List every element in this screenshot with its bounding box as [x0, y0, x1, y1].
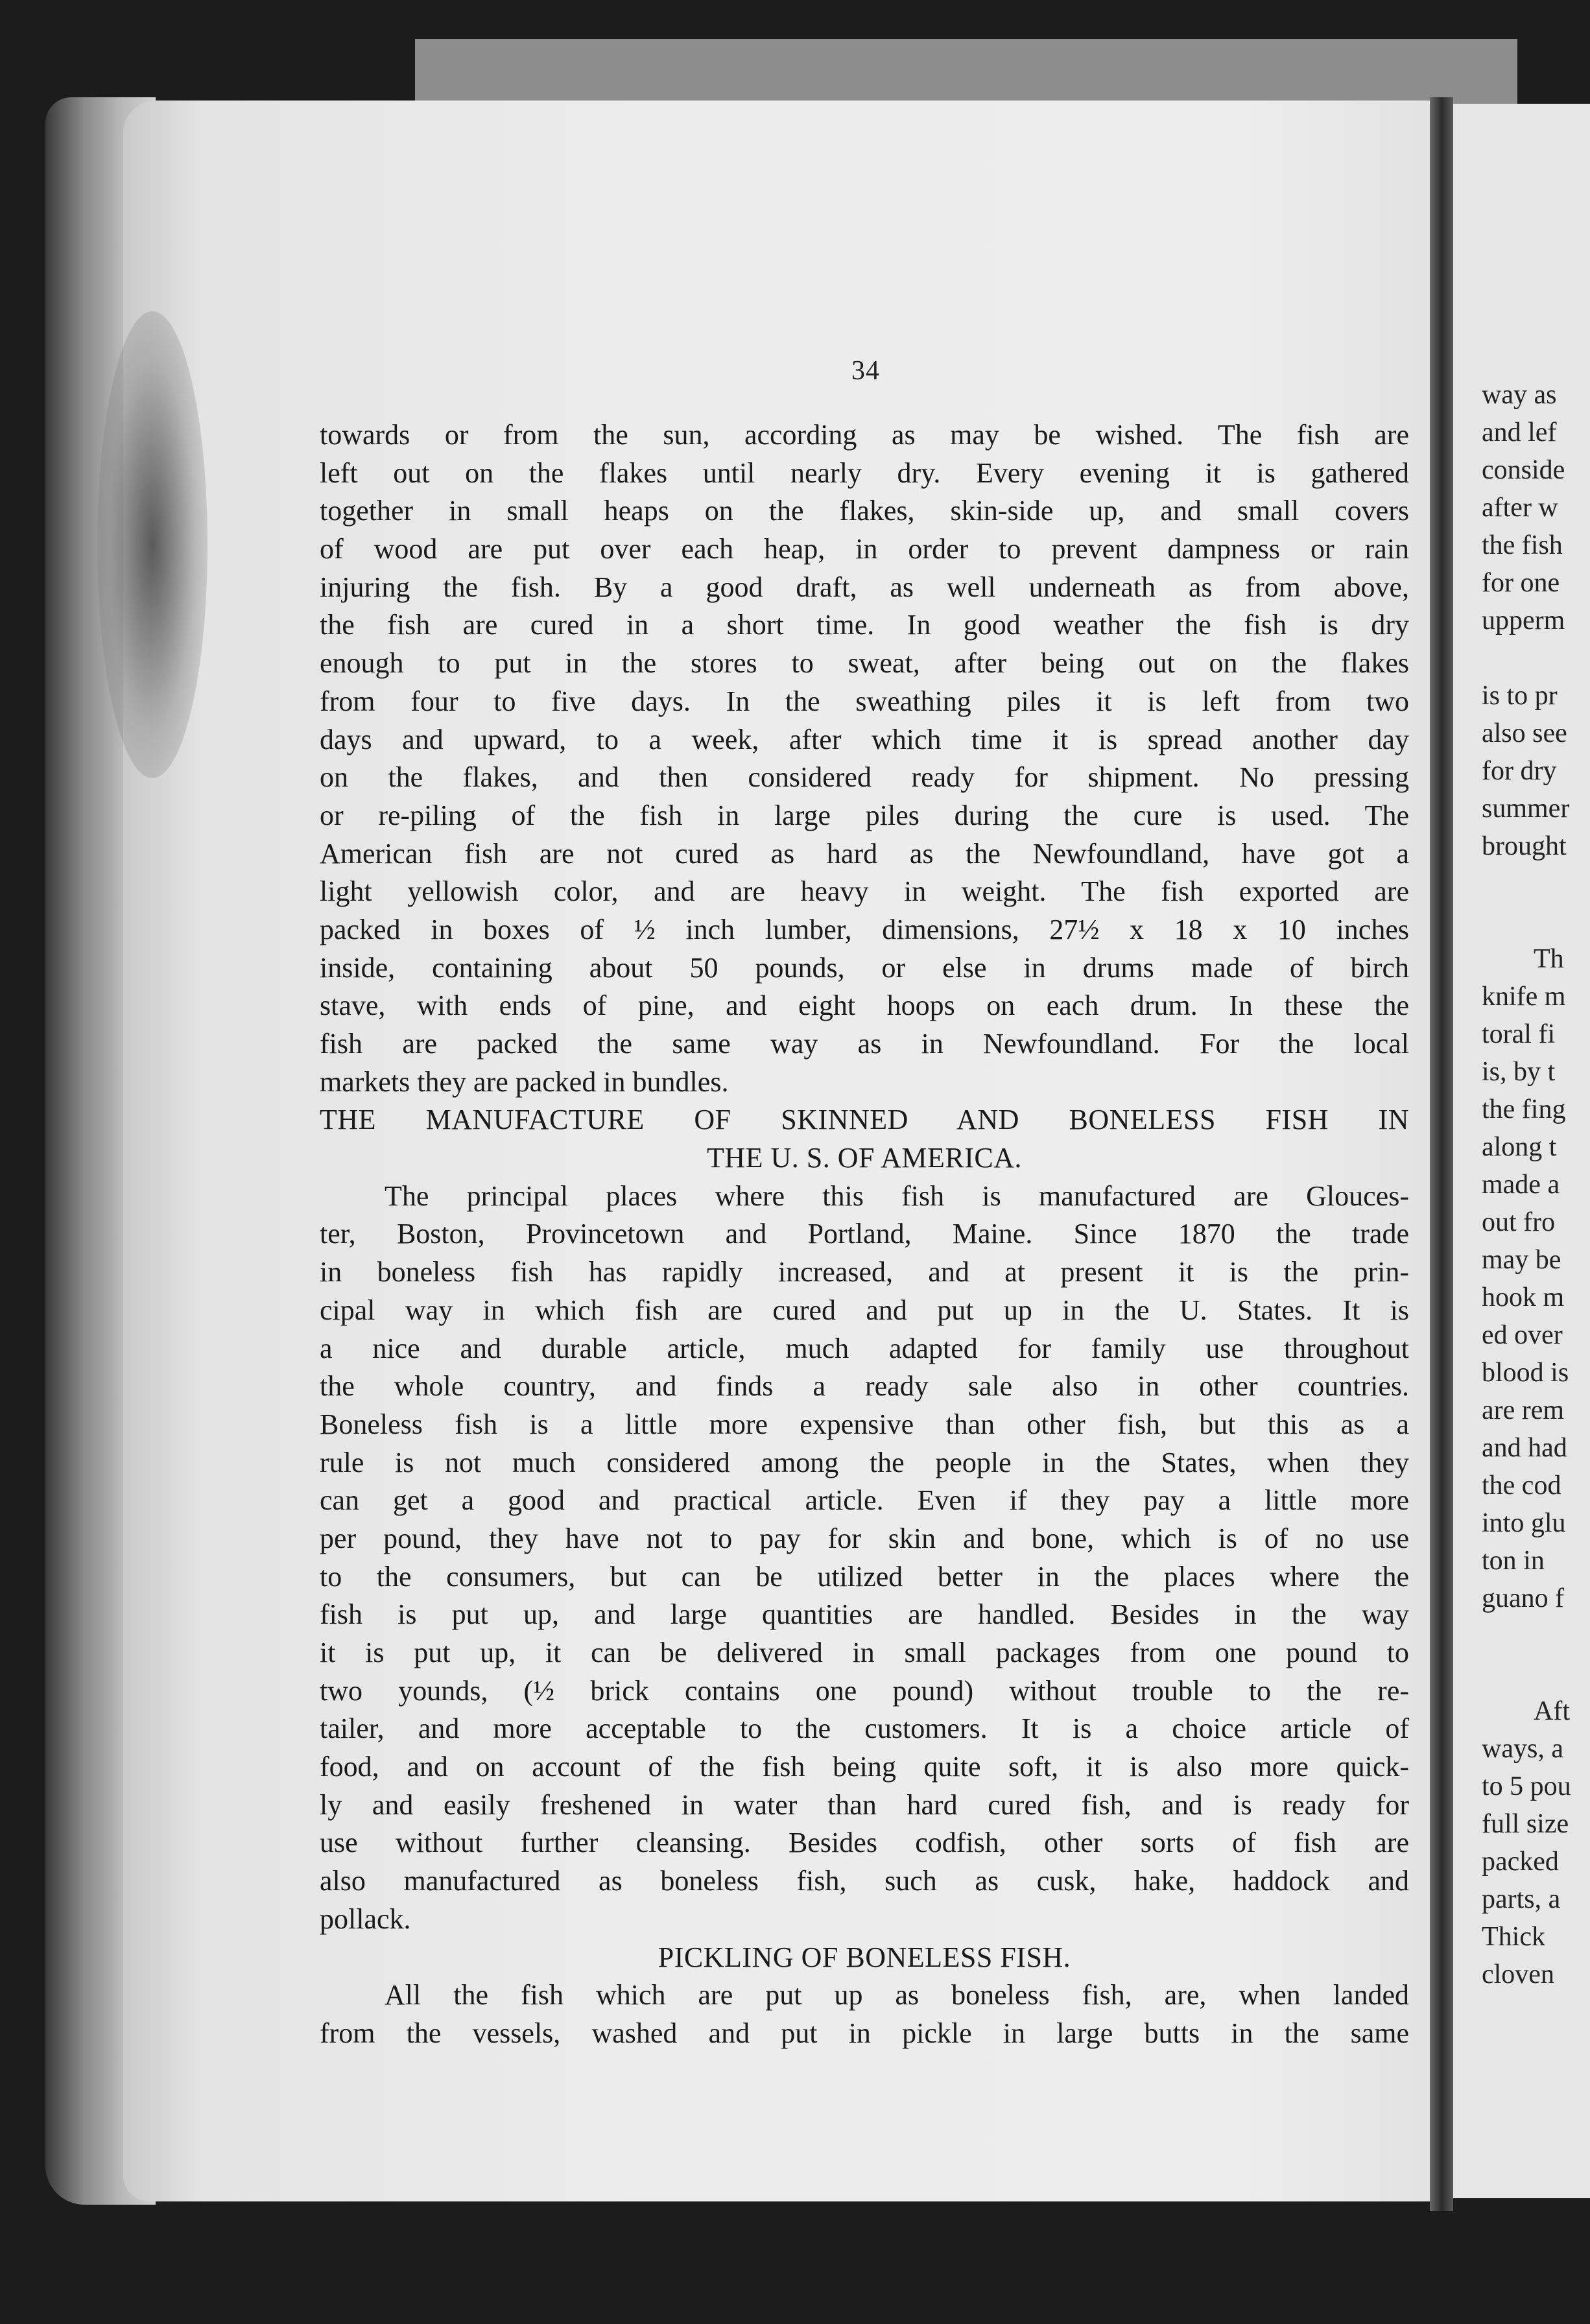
text-line: tailer, and more acceptable to the customers. It is a choice article of — [320, 1713, 1409, 1745]
facing-line: into glu — [1482, 1508, 1566, 1538]
facing-line: and lef — [1482, 418, 1557, 447]
text-line: pollack. — [320, 1903, 411, 1935]
page-number: 34 — [851, 356, 880, 386]
facing-line: and had — [1482, 1433, 1567, 1463]
text-line: injuring the fish. By a good draft, as well underneath as from above, — [320, 571, 1409, 603]
facing-line: guano f — [1482, 1583, 1565, 1613]
text-line: also manufactured as boneless fish, such as cusk, hake, haddock and — [320, 1865, 1409, 1897]
facing-gap — [1482, 903, 1590, 940]
facing-line: is, by t — [1482, 1057, 1556, 1087]
text-line: together in small heaps on the flakes, skin-side up, and small covers — [320, 495, 1409, 527]
text-line: to the consumers, but can be utilized better in the places where the — [320, 1560, 1409, 1593]
facing-line: summer — [1482, 794, 1570, 824]
facing-gap — [1482, 1655, 1590, 1692]
facing-line: made a — [1482, 1170, 1560, 1200]
facing-line: ton in — [1482, 1546, 1545, 1576]
text-line: it is put up, it can be delivered in small packages from one pound to — [320, 1637, 1409, 1668]
facing-line: full size — [1482, 1809, 1569, 1839]
facing-line: way as — [1482, 380, 1557, 410]
text-line: fish is put up, and large quantities are handled. Besides in the way — [320, 1598, 1409, 1631]
facing-line: Thick — [1482, 1922, 1545, 1952]
facing-line: the cod — [1482, 1471, 1561, 1500]
text-line: on the flakes, and then considered ready for shipment. No pressing — [320, 761, 1409, 794]
text-line: fish are packed the same way as in Newfoundland. For the local — [320, 1028, 1409, 1060]
facing-line: are rem — [1482, 1395, 1565, 1425]
facing-line: upperm — [1482, 606, 1565, 635]
page-stain — [97, 311, 208, 778]
text-line: The principal places where this fish is manufactured are Glouces- — [385, 1180, 1409, 1212]
text-line: markets they are packed in bundles. — [320, 1065, 729, 1098]
facing-line: ways, a — [1482, 1734, 1563, 1764]
facing-gap — [1482, 865, 1590, 903]
text-line: food, and on account of the fish being quite soft, it is also more quick- — [320, 1751, 1409, 1783]
text-line: from the vessels, washed and put in pickle in large butts in the same — [320, 2017, 1409, 2049]
text-line: the fish are cured in a short time. In good weather the fish is dry — [320, 609, 1409, 641]
facing-line: the fish — [1482, 530, 1563, 560]
text-line: per pound, they have not to pay for skin and bone, which is of no use — [320, 1522, 1409, 1554]
facing-line: packed — [1482, 1847, 1559, 1877]
text-line: inside, containing about 50 pounds, or else in drums made of birch — [320, 951, 1409, 984]
facing-line: along t — [1482, 1132, 1557, 1162]
facing-line: ed over — [1482, 1320, 1563, 1350]
section-heading-1: THE MANUFACTURE OF SKINNED AND BONELESS FISH IN — [320, 1104, 1409, 1136]
facing-line: Th — [1534, 944, 1564, 974]
text-line: can get a good and practical article. Even if they pay a little more — [320, 1484, 1409, 1517]
facing-line: blood is — [1482, 1358, 1569, 1388]
facing-line: is to pr — [1482, 681, 1558, 711]
text-line: enough to put in the stores to sweat, after being out on the flakes — [320, 647, 1409, 680]
text-line: packed in boxes of ½ inch lumber, dimensions, 27½ x 18 x 10 inches — [320, 913, 1409, 945]
text-line: in boneless fish has rapidly increased, and at present it is the prin- — [320, 1256, 1409, 1288]
text-line: Boneless fish is a little more expensive than other fish, but this as a — [320, 1408, 1409, 1440]
facing-gap — [1482, 639, 1590, 677]
facing-line: knife m — [1482, 982, 1566, 1012]
text-line: ter, Boston, Provincetown and Portland, Maine. Since 1870 the trade — [320, 1218, 1409, 1250]
facing-page-text — [1482, 376, 1590, 1993]
text-line: from four to five days. In the sweathing piles it is left from two — [320, 685, 1409, 717]
page-body — [320, 416, 1409, 2053]
section-heading-1-cont: THE U. S. OF AMERICA. — [707, 1142, 1022, 1174]
text-line: of wood are put over each heap, in order to prevent dampness or rain — [320, 533, 1409, 565]
facing-line: conside — [1482, 455, 1565, 485]
facing-line: the fing — [1482, 1095, 1566, 1124]
text-line: American fish are not cured as hard as the Newfoundland, have got a — [320, 837, 1409, 870]
text-line: stave, with ends of pine, and eight hoops on each drum. In these the — [320, 990, 1409, 1022]
facing-line: out fro — [1482, 1207, 1556, 1237]
facing-line: brought — [1482, 831, 1567, 861]
text-line: or re-piling of the fish in large piles during the cure is used. The — [320, 799, 1409, 831]
facing-line: cloven — [1482, 1960, 1554, 1989]
facing-line: may be — [1482, 1245, 1561, 1275]
text-line: cipal way in which fish are cured and put up in the U. States. It is — [320, 1294, 1409, 1326]
text-line: light yellowish color, and are heavy in weight. The fish exported are — [320, 875, 1409, 908]
text-line: ly and easily freshened in water than hard cured fish, and is ready for — [320, 1788, 1409, 1821]
facing-line: for one — [1482, 568, 1560, 598]
facing-line: for dry — [1482, 756, 1557, 786]
facing-line: parts, a — [1482, 1884, 1561, 1914]
text-line: the whole country, and finds a ready sale also in other countries. — [320, 1370, 1409, 1403]
facing-line: after w — [1482, 493, 1558, 523]
facing-line: toral fi — [1482, 1019, 1556, 1049]
facing-line: Aft — [1534, 1696, 1570, 1726]
text-line: All the fish which are put up as boneless fish, are, when landed — [385, 1979, 1409, 2011]
facing-line: to 5 pou — [1482, 1772, 1571, 1801]
facing-line: also see — [1482, 718, 1567, 748]
facing-gap — [1482, 1617, 1590, 1655]
section-heading-2: PICKLING OF BONELESS FISH. — [658, 1941, 1071, 1973]
text-line: days and upward, to a week, after which time it is spread another day — [320, 723, 1409, 755]
text-line: left out on the flakes until nearly dry. Every evening it is gathered — [320, 456, 1409, 489]
facing-line: hook m — [1482, 1283, 1565, 1312]
text-line: two younds, (½ brick contains one pound) without trouble to the re- — [320, 1674, 1409, 1707]
text-line: a nice and durable article, much adapted for family use throughout — [320, 1332, 1409, 1364]
text-line: use without further cleansing. Besides codfish, other sorts of fish are — [320, 1827, 1409, 1859]
text-line: rule is not much considered among the people in the States, when they — [320, 1446, 1409, 1478]
text-line: towards or from the sun, according as may be wished. The fish are — [320, 419, 1409, 451]
book-gutter — [1430, 97, 1453, 2211]
